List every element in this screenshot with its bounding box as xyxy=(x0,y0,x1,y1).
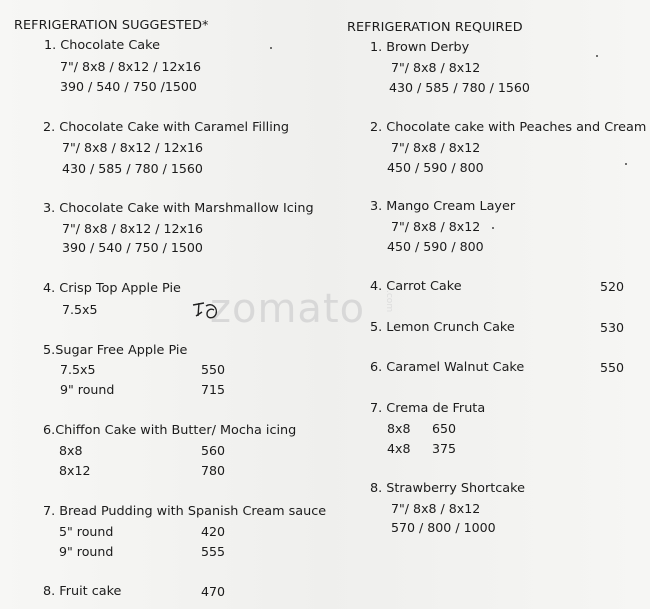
left-item-7-price-1: 420 xyxy=(201,524,226,539)
right-item-7-price-2: 375 xyxy=(432,441,457,456)
speck xyxy=(596,55,598,57)
left-item-6-price-1: 560 xyxy=(201,443,226,458)
zomato-watermark: zomato xyxy=(210,286,366,332)
left-item-8-name: 8. Fruit cake xyxy=(43,584,122,599)
left-item-7-price-2: 555 xyxy=(201,544,226,559)
speck xyxy=(270,47,272,49)
left-item-5-price-2: 715 xyxy=(201,382,226,397)
right-item-7-size-1: 8x8 xyxy=(387,421,411,436)
left-item-6-price-2: 780 xyxy=(201,463,226,478)
right-item-2-prices: 450 / 590 / 800 xyxy=(387,160,484,175)
right-item-6-price: 550 xyxy=(600,360,625,375)
right-item-1-prices: 430 / 585 / 780 / 1560 xyxy=(389,80,530,95)
left-item-3-sizes: 7"/ 8x8 / 8x12 / 12x16 xyxy=(62,221,204,236)
left-item-7-size-1: 5" round xyxy=(59,524,114,539)
left-item-1-name: 1. Chocolate Cake xyxy=(44,38,160,53)
left-item-3-name: 3. Chocolate Cake with Marshmallow Icing xyxy=(43,201,314,216)
right-item-8-sizes: 7"/ 8x8 / 8x12 xyxy=(391,501,481,516)
left-item-5-size-2: 9" round xyxy=(60,382,115,397)
right-item-7-name: 7. Crema de Fruta xyxy=(370,401,486,416)
right-item-4-price: 520 xyxy=(600,279,625,294)
left-column-header: REFRIGERATION SUGGESTED* xyxy=(14,18,209,33)
left-item-7-name: 7. Bread Pudding with Spanish Cream sauce xyxy=(43,504,327,519)
speck xyxy=(625,163,627,165)
left-item-1-prices: 390 / 540 / 750 /1500 xyxy=(60,79,197,94)
right-item-5-price: 530 xyxy=(600,320,625,335)
left-item-2-prices: 430 / 585 / 780 / 1560 xyxy=(62,161,203,176)
zomato-watermark-suffix: .com xyxy=(384,290,394,313)
left-item-4-name: 4. Crisp Top Apple Pie xyxy=(43,281,181,296)
speck xyxy=(492,227,494,229)
left-item-6-size-2: 8x12 xyxy=(59,463,91,478)
right-item-3-prices: 450 / 590 / 800 xyxy=(387,239,484,254)
right-item-7-size-2: 4x8 xyxy=(387,441,411,456)
right-item-6-name: 6. Caramel Walnut Cake xyxy=(370,360,525,375)
left-item-5-price-1: 550 xyxy=(201,362,226,377)
left-item-8-price: 470 xyxy=(201,584,226,599)
left-item-6-size-1: 8x8 xyxy=(59,443,83,458)
left-item-2-name: 2. Chocolate Cake with Caramel Filling xyxy=(43,120,289,135)
right-item-1-name: 1. Brown Derby xyxy=(370,40,470,55)
right-item-4-name: 4. Carrot Cake xyxy=(370,279,462,294)
right-item-5-name: 5. Lemon Crunch Cake xyxy=(370,320,515,335)
right-item-2-sizes: 7"/ 8x8 / 8x12 xyxy=(391,140,481,155)
left-item-6-name: 6.Chiffon Cake with Butter/ Mocha icing xyxy=(43,423,297,438)
right-item-1-sizes: 7"/ 8x8 / 8x12 xyxy=(391,60,481,75)
right-item-8-prices: 570 / 800 / 1000 xyxy=(391,520,496,535)
left-item-5-name: 5.Sugar Free Apple Pie xyxy=(43,343,188,358)
right-item-2-name: 2. Chocolate cake with Peaches and Cream xyxy=(370,120,647,135)
right-item-3-sizes: 7"/ 8x8 / 8x12 xyxy=(391,219,481,234)
left-item-7-size-2: 9" round xyxy=(59,544,114,559)
left-item-4-size-1: 7.5x5 xyxy=(62,302,98,317)
right-item-3-name: 3. Mango Cream Layer xyxy=(370,199,516,214)
left-item-3-prices: 390 / 540 / 750 / 1500 xyxy=(62,240,203,255)
right-item-8-name: 8. Strawberry Shortcake xyxy=(370,481,525,496)
right-item-7-price-1: 650 xyxy=(432,421,457,436)
left-item-5-size-1: 7.5x5 xyxy=(60,362,96,377)
right-column-header: REFRIGERATION REQUIRED xyxy=(347,20,523,35)
left-item-2-sizes: 7"/ 8x8 / 8x12 / 12x16 xyxy=(62,140,204,155)
left-item-1-sizes: 7"/ 8x8 / 8x12 / 12x16 xyxy=(60,59,202,74)
handwritten-mark-icon xyxy=(190,300,222,322)
